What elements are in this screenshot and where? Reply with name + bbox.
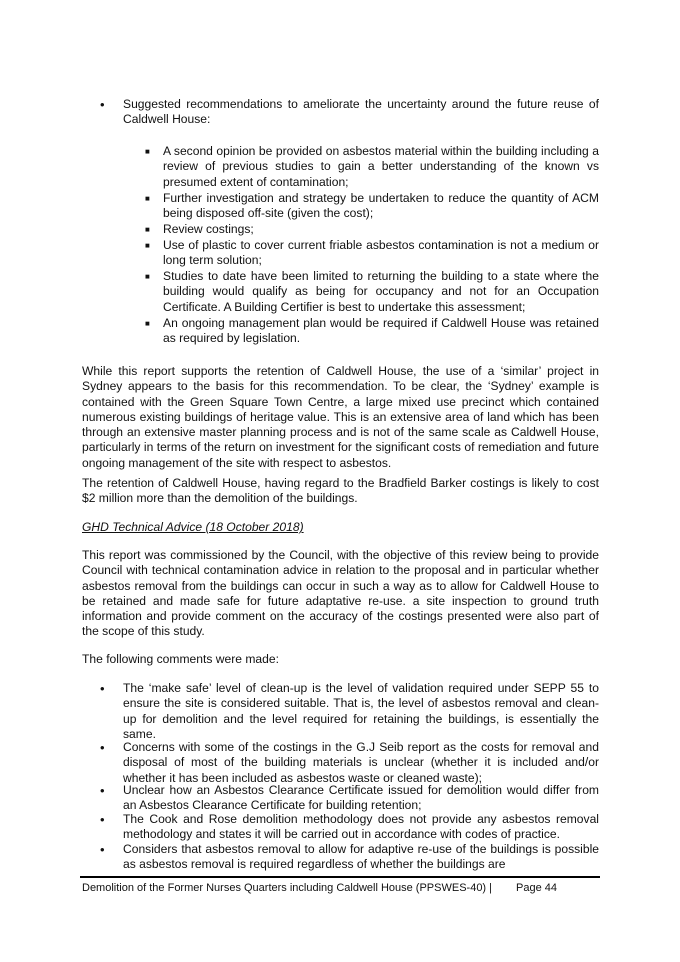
paragraph-comments-intro: The following comments were made: bbox=[82, 652, 279, 666]
recommendation-item: Use of plastic to cover current friable asbestos contamination is not a medium or long term solution; bbox=[163, 238, 599, 268]
paragraph-support: While this report supports the retention of Caldwell House, the use of a ‘similar’ project in Sydney appears to the basis for this recommendation. To be clear, the ‘Sydney’ example is contained with the Green Square Town Centre, a large mixed use precinct which contained numerous existing buildings of heritage value. This is an extensive area of land which has been through an extensive master planning process and is not of the same scale as Caldwell House, particularly in terms of the return on investment for the significant costs of remediation and future ongoing management of the site with respect to asbestos. bbox=[82, 364, 599, 470]
bullet-marker: • bbox=[100, 97, 105, 112]
paragraph-ghd: This report was commissioned by the Council, with the objective of this review being to provide Council with technical contamination advice in relation to the proposal and in particular whether asbestos removal from the buildings can occur in such a way as to allow for Caldwell House to be retained and made safe for future adaptative re-use. a site inspection to ground truth information and provide comment on the accuracy of the costings presented were also part of the scope of this study. bbox=[82, 548, 599, 639]
square-bullet: ■ bbox=[145, 272, 150, 281]
recommendation-item: A second opinion be provided on asbestos material within the building including a review of previous studies to gain a better understanding of the known vs presumed extent of contamination; bbox=[163, 144, 599, 189]
footer-rule bbox=[80, 876, 600, 878]
recommendation-item: An ongoing management plan would be required if Caldwell House was retained as required by legislation. bbox=[163, 316, 599, 346]
recommendation-item: Further investigation and strategy be undertaken to reduce the quantity of ACM being disposed off-site (given the cost); bbox=[163, 191, 599, 221]
comment-item: The ‘make safe’ level of clean-up is the level of validation required under SEPP 55 to ensure the site is considered suitable. That is, the level of asbestos removal and clean-up for demolition and the level required for retaining the buildings, is essentially the same. bbox=[123, 681, 599, 741]
paragraph-retention: The retention of Caldwell House, having regard to the Bradfield Barker costings is likely to cost $2 million more than the demolition of the buildings. bbox=[82, 476, 599, 506]
comment-item: Concerns with some of the costings in the G.J Seib report as the costs for removal and disposal of most of the building materials is unclear (whether it is included and/or whether it has been included as asbestos waste or cleaned waste); bbox=[123, 740, 599, 785]
recommendation-item: Review costings; bbox=[163, 222, 254, 236]
intro-bullet-text: Suggested recommendations to ameliorate the uncertainty around the future reuse of Caldwell House: bbox=[123, 97, 599, 127]
comment-item: Unclear how an Asbestos Clearance Certificate issued for demolition would differ from an Asbestos Clearance Certificate for building retention; bbox=[123, 783, 599, 813]
square-bullet: ■ bbox=[145, 241, 150, 250]
bullet-marker: • bbox=[100, 783, 105, 798]
comment-item: The Cook and Rose demolition methodology does not provide any asbestos removal methodology and states it will be carried out in accordance with codes of practice. bbox=[123, 812, 599, 842]
square-bullet: ■ bbox=[145, 147, 150, 156]
footer-page-number: Page 44 bbox=[516, 882, 557, 894]
footer-title: Demolition of the Former Nurses Quarters including Caldwell House (PPSWES-40) | bbox=[82, 882, 493, 894]
bullet-marker: • bbox=[100, 740, 105, 755]
square-bullet: ■ bbox=[145, 194, 150, 203]
ghd-heading: GHD Technical Advice (18 October 2018) bbox=[82, 520, 304, 534]
recommendation-item: Studies to date have been limited to returning the building to a state where the building would qualify as being for occupancy and not for an Occupation Certificate. A Building Certifier is best to undertake this assessment; bbox=[163, 269, 599, 314]
square-bullet: ■ bbox=[145, 225, 150, 234]
bullet-marker: • bbox=[100, 812, 105, 827]
square-bullet: ■ bbox=[145, 319, 150, 328]
comment-item: Considers that asbestos removal to allow for adaptive re-use of the buildings is possible as asbestos removal is required regardless of whether the buildings are bbox=[123, 842, 599, 872]
bullet-marker: • bbox=[100, 681, 105, 696]
bullet-marker: • bbox=[100, 842, 105, 857]
